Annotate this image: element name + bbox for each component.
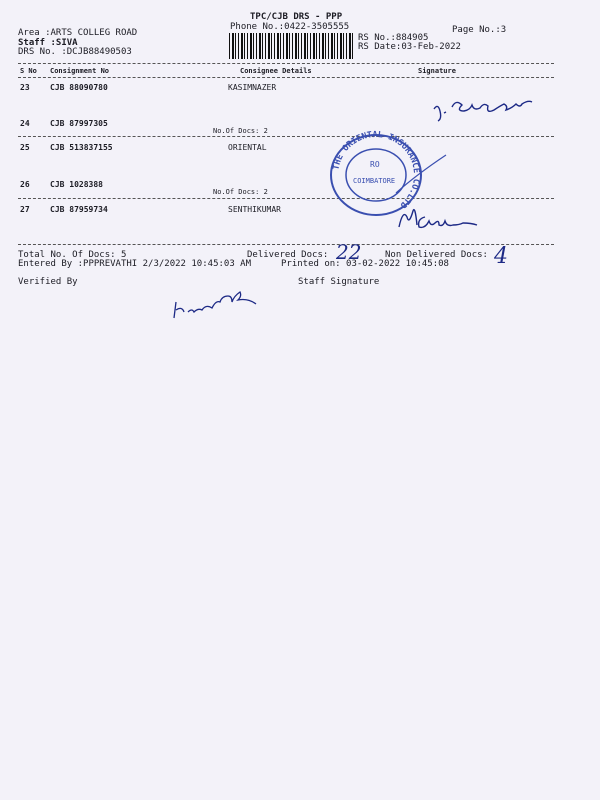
page-number: Page No.:3 [452,25,507,35]
stamp-line-2: COIMBATORE [353,177,396,185]
staff-label: Staff :SIVA [18,38,78,48]
non-delivered-docs-label: Non Delivered Docs: [385,250,488,260]
column-header-consignee: Consignee Details [240,67,312,75]
printed-on: Printed on: 03-02-2022 10:45:08 [281,259,449,269]
row-sno: 27 [20,205,30,214]
row-sno: 23 [20,83,30,92]
document-title: TPC/CJB DRS - PPP [250,12,343,22]
row-consignment: CJB 1028388 [50,180,103,189]
row-docs-count: No.Of Docs: 2 [213,188,268,196]
row-consignment: CJB 87959734 [50,205,108,214]
handwritten-signature [168,284,308,324]
rs-date: RS Date:03-Feb-2022 [358,42,461,52]
row-consignee: ORIENTAL [228,143,267,152]
phone-number: Phone No.:0422-3505555 [230,22,350,32]
row-sno: 25 [20,143,30,152]
stamp-ring-text: THE ORIENTAL INSURANCE CO.LTD [331,129,422,211]
row-consignment: CJB 513837155 [50,143,113,152]
divider [18,198,554,199]
divider [18,136,554,137]
insurance-stamp [326,129,426,217]
total-docs: Total No. Of Docs: 5 [18,250,127,260]
column-header-signature: Signature [418,67,456,75]
drs-number: DRS No. :DCJB88490503 [18,47,132,57]
rs-number: RS No.:884905 [358,33,429,43]
row-consignee: KASIMNAZER [228,83,277,92]
stamp-line-1: RO [370,160,380,169]
barcode [229,33,353,59]
staff-signature-label: Staff Signature [298,277,380,287]
row-consignee: SENTHIKUMAR [228,205,281,214]
row-docs-count: No.Of Docs: 2 [213,127,268,135]
entered-by: Entered By :PPPREVATHI 2/3/2022 10:45:03 AM [18,259,251,269]
column-header-consignment: Consignment No [50,67,110,75]
handwritten-signature [430,95,570,125]
verified-by-label: Verified By [18,277,78,287]
row-sno: 26 [20,180,30,189]
delivered-docs-value: 22 [336,240,362,264]
row-consignment: CJB 88090780 [50,83,108,92]
area-label: Area :ARTS COLLEG ROAD [18,28,138,38]
divider [18,63,554,64]
row-sno: 24 [20,119,30,128]
delivered-docs-label: Delivered Docs: [247,250,329,260]
divider [18,77,554,78]
non-delivered-docs-value: 4 [494,244,508,269]
row-consignment: CJB 87997305 [50,119,108,128]
column-header-sno: S No [20,67,37,75]
divider [18,244,554,245]
